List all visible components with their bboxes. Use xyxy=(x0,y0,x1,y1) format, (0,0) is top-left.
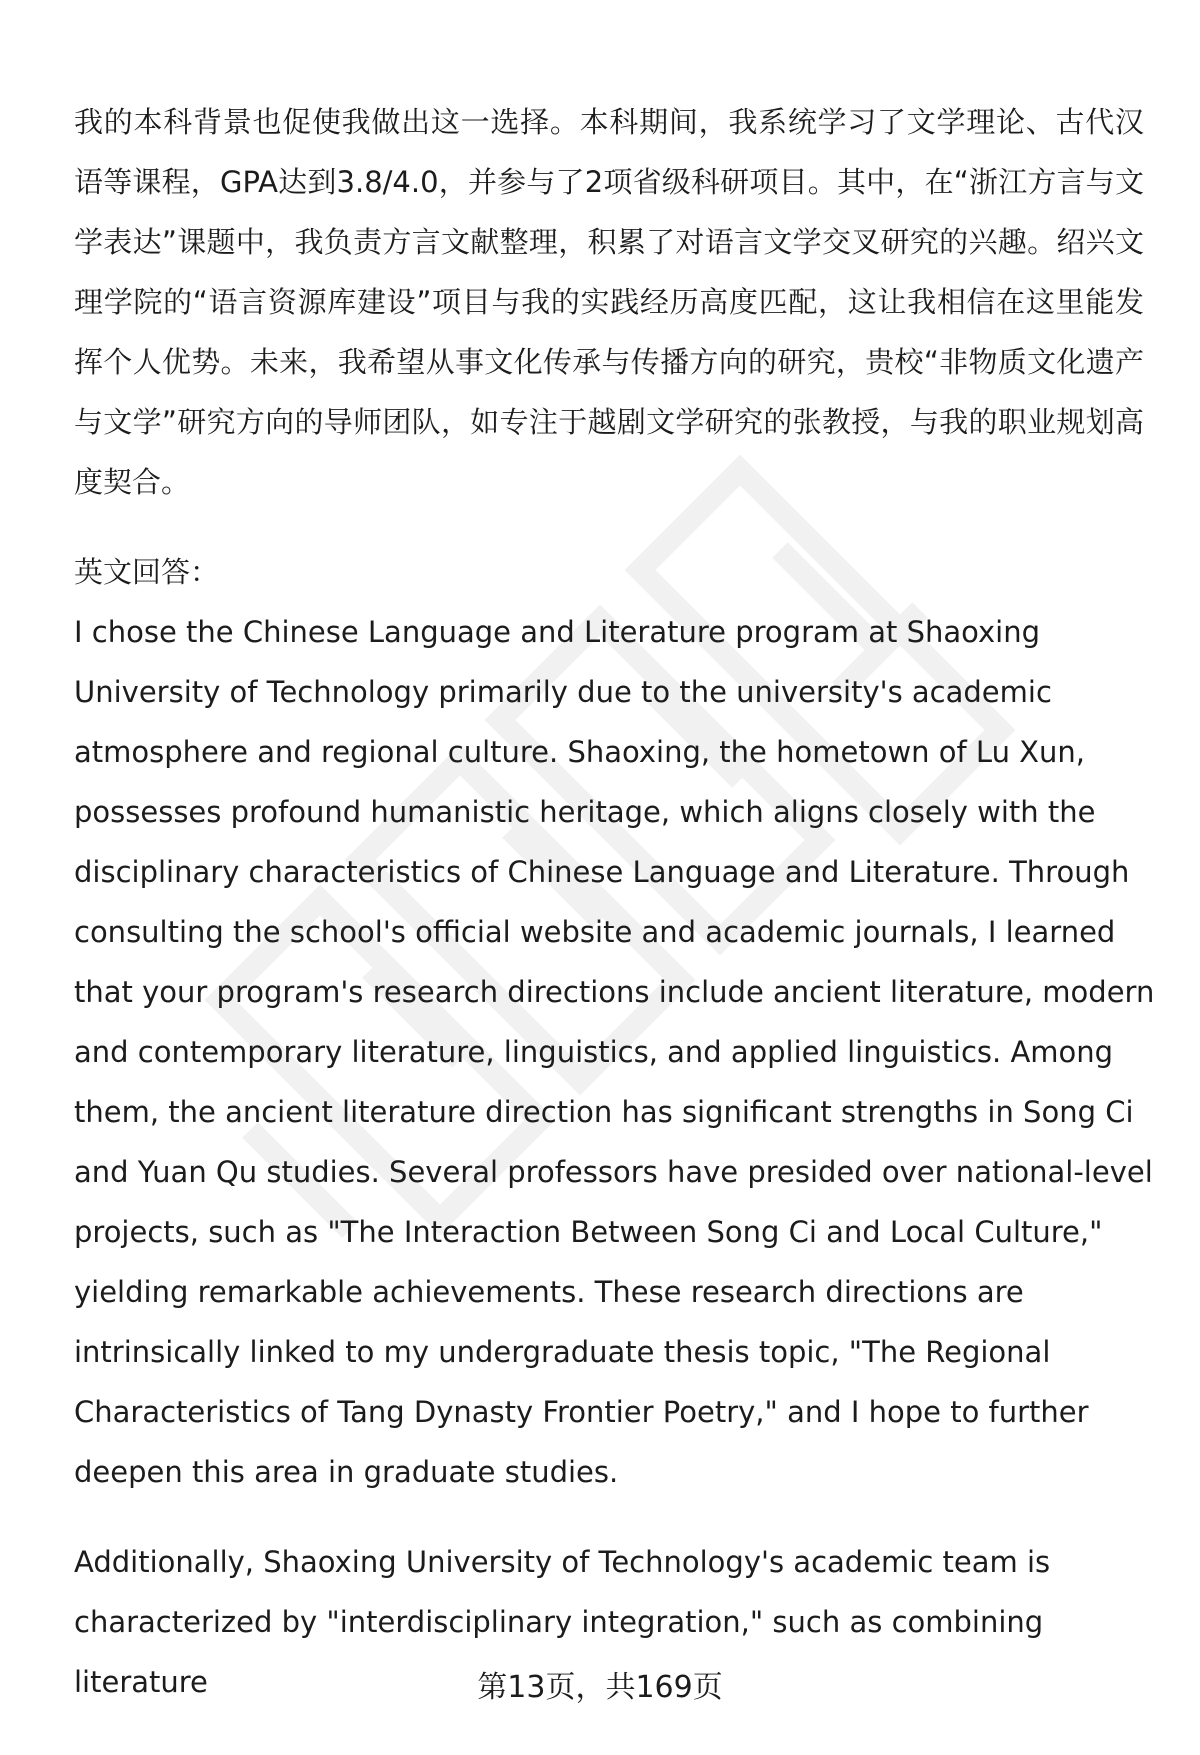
english-answer-label: 英文回答： xyxy=(74,555,220,589)
page-content xyxy=(74,92,1154,1712)
chinese-paragraph: 我的本科背景也促使我做出这一选择。本科期间，我系统学习了文学理论、古代汉语等课程，GPA达到3.8/4.0，并参与了2项省级科研项目。其中，在“浙江方言与文学表达”课题中，我负责方言文献整理，积累了对语言文学交叉研究的兴趣。绍兴文理学院的“语言资源库建设”项目与我的实践经历高度匹配，这让我相信在这里能发挥个人优势。未来，我希望从事文化传承与传播方向的研究，贵校“非物质文化遗产与文学”研究方向的导师团队，如专注于越剧文学研究的张教授，与我的职业规划高度契合。 xyxy=(74,105,1144,499)
page-number-footer: 第13页，共169页 xyxy=(477,1670,723,1705)
english-paragraph-1: I chose the Chinese Language and Literature program at Shaoxing University of Technology primarily due to the university's academic atmosphere and regional culture. Shaoxing, the hometown of Lu Xun, possesses profound humanistic heritage, which aligns closely with the disciplinary characteristics of Chinese Language and Literature. Through consulting the school's official website and academic journals, I learned that your program's research directions include ancient literature, modern and contemporary literature, linguistics, and applied linguistics. Among them, the ancient literature direction has significant strengths in Song Ci and Yuan Qu studies. Several professors have presided over national-level projects, such as "The Interaction Between Song Ci and Local Culture," yielding remarkable achievements. These research directions are intrinsically linked to my undergraduate thesis topic, "The Regional Characteristics of Tang Dynasty Frontier Poetry," and I hope to further deepen this area in graduate studies. xyxy=(74,615,1155,1489)
english-paragraph-2: Additionally, Shaoxing University of Technology's academic team is characterized by "interdisciplinary integration," such as combining literature xyxy=(74,1545,1051,1699)
